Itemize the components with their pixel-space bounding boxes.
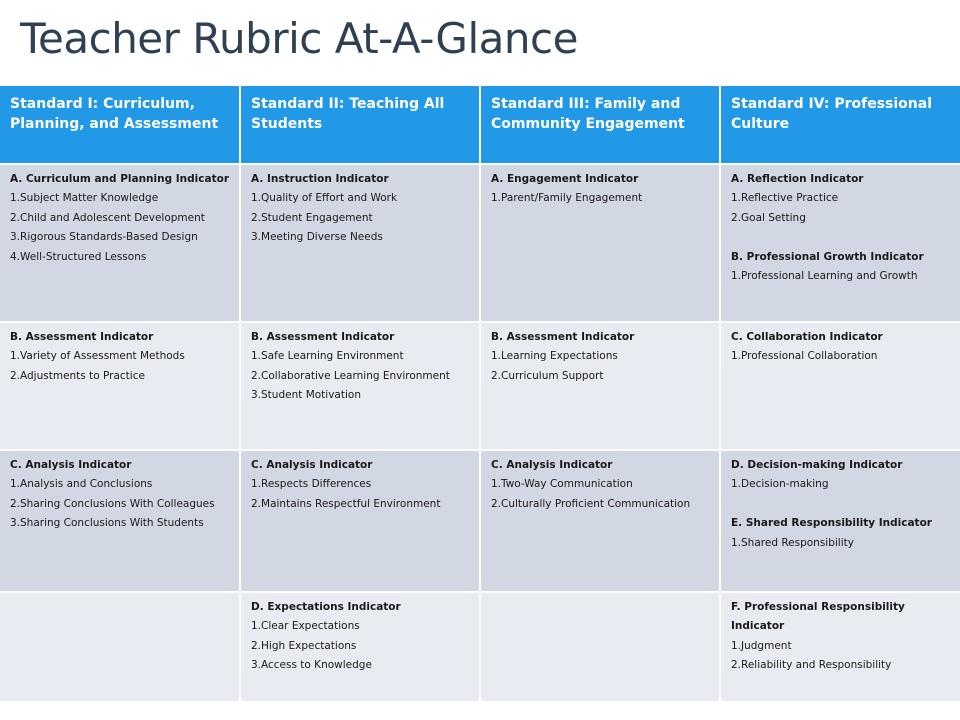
rubric-cell	[240, 450, 480, 592]
rubric-cell	[240, 322, 480, 450]
indicator-item: 1.Variety of Assessment Methods	[10, 350, 185, 363]
indicator-item: 1.Two-Way Communication	[491, 478, 633, 491]
rubric-cell	[480, 592, 720, 702]
indicator-item: 1.Clear Expectations	[251, 620, 360, 633]
indicator-item: 3.Sharing Conclusions With Students	[10, 517, 204, 530]
indicator-item: 1.Professional Learning and Growth	[731, 270, 918, 283]
indicator-item: 1.Respects Differences	[251, 478, 372, 491]
header-row	[0, 86, 960, 164]
indicator-item: 3.Meeting Diverse Needs	[251, 231, 383, 244]
indicator-heading: C. Collaboration Indicator	[731, 331, 883, 343]
table-row	[0, 164, 960, 322]
table-row	[0, 450, 960, 592]
indicator-item: 2.Adjustments to Practice	[10, 369, 145, 382]
rubric-cell	[720, 322, 960, 450]
rubric-cell	[0, 592, 240, 702]
indicator-item: 3.Rigorous Standards-Based Design	[10, 231, 198, 244]
indicator-item: 1.Decision-making	[731, 478, 829, 491]
page-title: Teacher Rubric At-A-Glance	[20, 14, 578, 63]
indicator-item: 1.Judgment	[731, 639, 792, 652]
indicator-item: 2.Culturally Proficient Communication	[491, 497, 691, 510]
indicator-heading: A. Reflection Indicator	[731, 173, 864, 185]
indicator-heading: A. Engagement Indicator	[491, 173, 639, 185]
rubric-cell	[480, 450, 720, 592]
indicator-item: 4.Well-Structured Lessons	[10, 250, 147, 263]
indicator-item: 1.Reflective Practice	[731, 192, 839, 205]
indicator-heading: C. Analysis Indicator	[491, 459, 613, 471]
indicator-item: 1.Subject Matter Knowledge	[10, 192, 159, 205]
rubric-cell	[720, 592, 960, 702]
rubric-cell	[720, 164, 960, 322]
rubric-cell	[240, 592, 480, 702]
indicator-item: 1.Parent/Family Engagement	[491, 192, 643, 205]
indicator-heading: B. Assessment Indicator	[10, 331, 154, 343]
indicator-item: 2.Student Engagement	[251, 211, 373, 224]
indicator-item: 2.Curriculum Support	[491, 369, 604, 382]
indicator-item: 1.Safe Learning Environment	[251, 350, 404, 363]
indicator-item: 1.Analysis and Conclusions	[10, 478, 153, 491]
rubric-cell	[480, 322, 720, 450]
rubric-cell	[720, 450, 960, 592]
indicator-item: 2.Maintains Respectful Environment	[251, 497, 441, 510]
indicator-item: 1.Quality of Effort and Work	[251, 192, 398, 205]
rubric-cell	[0, 322, 240, 450]
header-standard-2: Standard II: Teaching All Students	[240, 86, 480, 164]
indicator-heading: A. Instruction Indicator	[251, 173, 389, 185]
rubric-table	[0, 86, 960, 703]
indicator-item: 2.Reliability and Responsibility	[731, 659, 892, 672]
indicator-heading: F. Professional Responsibility Indicator	[731, 601, 905, 633]
header-standard-1: Standard I: Curriculum, Planning, and Assessment	[0, 86, 240, 164]
indicator-heading: B. Assessment Indicator	[251, 331, 395, 343]
indicator-heading: B. Professional Growth Indicator	[731, 250, 924, 263]
rubric-cell	[0, 164, 240, 322]
indicator-heading: C. Analysis Indicator	[10, 459, 132, 471]
indicator-item: 1.Shared Responsibility	[731, 536, 854, 549]
indicator-heading: D. Expectations Indicator	[251, 601, 401, 613]
header-standard-4: Standard IV: Professional Culture	[720, 86, 960, 164]
rubric-cell	[240, 164, 480, 322]
indicator-item: 2.Sharing Conclusions With Colleagues	[10, 497, 215, 510]
indicator-item: 2.Child and Adolescent Development	[10, 211, 205, 224]
indicator-heading: C. Analysis Indicator	[251, 459, 373, 471]
rubric-cell	[0, 450, 240, 592]
table-row	[0, 592, 960, 702]
indicator-item: 2.High Expectations	[251, 639, 357, 652]
indicator-heading: A. Curriculum and Planning Indicator	[10, 173, 229, 185]
indicator-heading: B. Assessment Indicator	[491, 331, 635, 343]
rubric-cell	[480, 164, 720, 322]
indicator-item: 3.Access to Knowledge	[251, 659, 372, 672]
table-row	[0, 322, 960, 450]
indicator-item: 1.Professional Collaboration	[731, 350, 878, 363]
indicator-item: 2.Goal Setting	[731, 211, 806, 224]
indicator-item: 3.Student Motivation	[251, 389, 361, 402]
indicator-heading: D. Decision-making Indicator	[731, 459, 903, 471]
indicator-heading: E. Shared Responsibility Indicator	[731, 517, 932, 530]
indicator-item: 1.Learning Expectations	[491, 350, 618, 363]
header-standard-3: Standard III: Family and Community Engagement	[480, 86, 720, 164]
indicator-item: 2.Collaborative Learning Environment	[251, 369, 450, 382]
